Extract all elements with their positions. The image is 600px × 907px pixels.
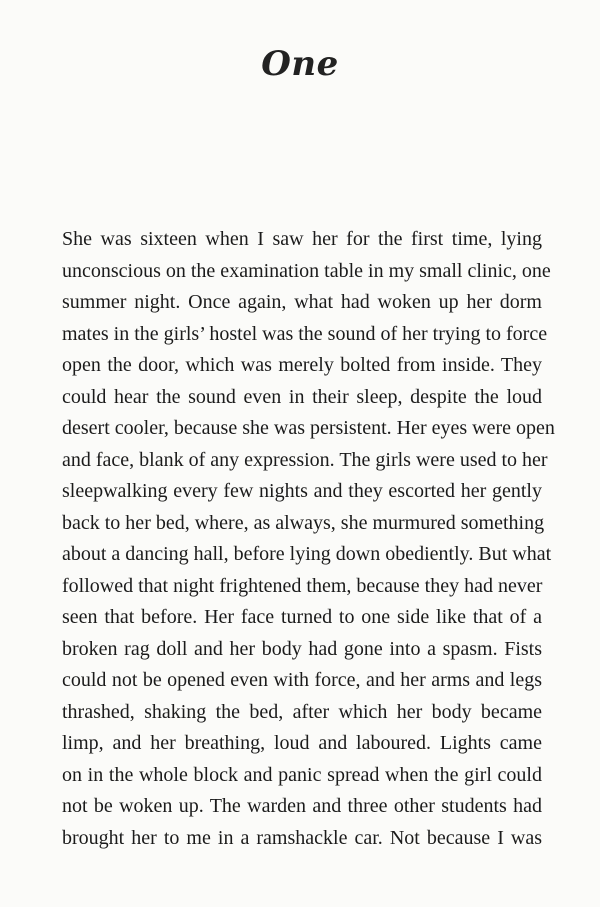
text-line: followed that night frightened them, because they had never	[62, 574, 543, 597]
text-line: on in the whole block and panic spread when the girl could	[62, 763, 542, 786]
body-text	[62, 224, 555, 854]
text-line: seen that before. Her face turned to one side like that of a	[62, 606, 542, 628]
text-line: about a dancing hall, before lying down obediently. But what	[62, 543, 552, 565]
text-line: open the door, which was merely bolted from inside. They	[62, 354, 542, 376]
text-line: She was sixteen when I saw her for the first time, lying	[62, 228, 542, 250]
text-line: mates in the girls’ hostel was the sound of her trying to force	[62, 322, 548, 345]
text-line: thrashed, shaking the bed, after which her body became	[62, 700, 542, 723]
text-line: summer night. Once again, what had woken up her dorm	[62, 291, 542, 313]
text-line: limp, and her breathing, loud and laboured. Lights came	[62, 732, 542, 754]
text-line: could hear the sound even in their sleep, despite the loud	[62, 385, 542, 408]
text-line: brought her to me in a ramshackle car. Not because I was	[62, 826, 542, 849]
text-line: broken rag doll and her body had gone into a spasm. Fists	[62, 637, 542, 660]
text-line: back to her bed, where, as always, she murmured something	[62, 511, 545, 534]
text-line: could not be opened even with force, and her arms and legs	[62, 669, 542, 691]
text-line: sleepwalking every few nights and they escorted her gently	[62, 480, 542, 502]
text-line: not be woken up. The warden and three other students had	[62, 795, 542, 817]
text-line: unconscious on the examination table in my small clinic, one	[62, 259, 551, 282]
chapter-title: One	[261, 44, 339, 84]
text-line: desert cooler, because she was persistent. Her eyes were open	[62, 417, 555, 439]
text-line: and face, blank of any expression. The girls were used to her	[62, 448, 548, 471]
